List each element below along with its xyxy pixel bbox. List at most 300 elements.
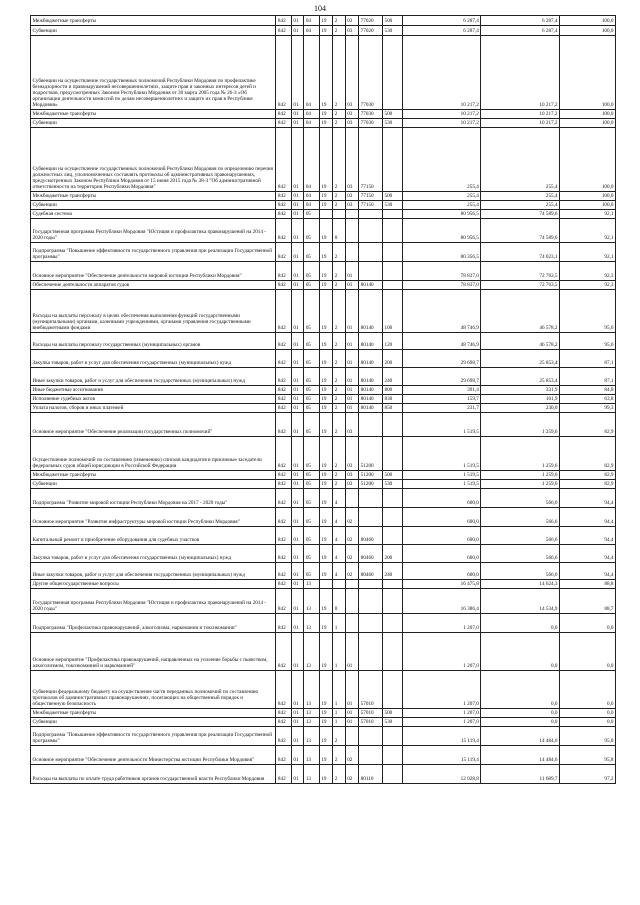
cell-code: 842 — [276, 614, 292, 633]
cell-percent: 94,4 — [560, 508, 616, 527]
cell-percent: 100,0 — [560, 119, 616, 128]
cell-fact: 255,4 — [481, 192, 560, 201]
cell-code: 842 — [276, 508, 292, 527]
cell-article: 80140 — [359, 386, 383, 395]
cell-p2: 2 — [333, 26, 345, 36]
cell-plan: 255,4 — [402, 128, 481, 192]
cell-subsection: 05 — [304, 290, 320, 333]
cell-p3: 03 — [345, 471, 358, 480]
cell-subsection: 05 — [304, 480, 320, 489]
cell-code: 842 — [276, 333, 292, 350]
cell-exp-type: 240 — [382, 368, 402, 386]
cell-p3: 02 — [345, 746, 358, 765]
cell-code: 842 — [276, 290, 292, 333]
cell-name: Подпрограмма "Профилактика правонарушений, алкоголизма, наркомании и токсикомании" — [31, 614, 276, 633]
cell-p1: 19 — [319, 26, 332, 36]
cell-p2: 0 — [333, 219, 345, 243]
table-row — [31, 589, 616, 614]
cell-section: 01 — [291, 765, 303, 784]
cell-exp-type — [382, 281, 402, 290]
cell-percent: 87,1 — [560, 368, 616, 386]
cell-code: 842 — [276, 243, 292, 262]
cell-name: Капитальный ремонт и приобретение оборудования для судебных участков — [31, 527, 276, 545]
cell-p2: 0 — [333, 589, 345, 614]
cell-fact: 101,9 — [481, 395, 560, 404]
cell-section: 01 — [291, 110, 303, 119]
cell-p1 — [319, 210, 332, 219]
cell-section: 01 — [291, 727, 303, 746]
cell-name: Основное мероприятие "Обеспечение реализации государственных полномочий" — [31, 413, 276, 437]
cell-name: Государственная программа Республики Мордовия "Юстиция и профилактика правонарушений на 2014 - 2020 годы" — [31, 589, 276, 614]
cell-name: Субвенции на осуществление государственных полномочий Республики Мордовия по профилактике безнадзорности и правонарушений несовершеннолетних, защите прав и законных интересов детей и подростков, предусмотренных Законом Республики Мордовия от 30 марта 2005 года № 26-З «Об организации деятельности комиссий по делам несовершеннолетних и защите их прав в Республике Мордовия» — [31, 36, 276, 110]
cell-p3: 01 — [345, 262, 358, 281]
cell-subsection: 05 — [304, 368, 320, 386]
cell-percent: 0,0 — [560, 709, 616, 718]
cell-subsection: 05 — [304, 563, 320, 580]
cell-name: Субвенции — [31, 119, 276, 128]
cell-p2: 2 — [333, 395, 345, 404]
cell-exp-type — [382, 527, 402, 545]
cell-p1: 19 — [319, 395, 332, 404]
cell-article: 77030 — [359, 36, 383, 110]
cell-p3: 03 — [345, 36, 358, 110]
cell-plan: 255,4 — [402, 201, 481, 210]
cell-name: Другие общегосударственные вопросы — [31, 580, 276, 589]
cell-section: 01 — [291, 290, 303, 333]
cell-percent: 99,3 — [560, 404, 616, 413]
cell-plan: 10 217,2 — [402, 110, 481, 119]
cell-fact: 0,0 — [481, 709, 560, 718]
cell-percent: 94,4 — [560, 545, 616, 563]
cell-p1: 19 — [319, 404, 332, 413]
cell-subsection: 13 — [304, 614, 320, 633]
cell-percent: 88,8 — [560, 580, 616, 589]
cell-name: Основное мероприятие "Обеспечение деятельности Министерства юстиции Республики Мордовия" — [31, 746, 276, 765]
cell-p1: 19 — [319, 201, 332, 210]
cell-section: 01 — [291, 480, 303, 489]
cell-subsection: 05 — [304, 437, 320, 471]
cell-name: Исполнение судебных актов — [31, 395, 276, 404]
cell-percent: 94,4 — [560, 527, 616, 545]
cell-fact: 1 259,6 — [481, 437, 560, 471]
cell-p2: 2 — [333, 480, 345, 489]
cell-fact: 74 589,6 — [481, 219, 560, 243]
cell-percent: 92,3 — [560, 262, 616, 281]
cell-fact: 255,4 — [481, 201, 560, 210]
cell-exp-type — [382, 746, 402, 765]
cell-p1: 19 — [319, 219, 332, 243]
cell-exp-type — [382, 489, 402, 508]
cell-section: 01 — [291, 671, 303, 709]
cell-p1: 19 — [319, 471, 332, 480]
cell-p2: 1 — [333, 671, 345, 709]
cell-plan: 10 217,2 — [402, 119, 481, 128]
table-row — [31, 243, 616, 262]
cell-p1: 19 — [319, 262, 332, 281]
cell-plan: 1 519,5 — [402, 480, 481, 489]
cell-p2: 2 — [333, 119, 345, 128]
cell-p2: 4 — [333, 563, 345, 580]
cell-subsection: 05 — [304, 527, 320, 545]
cell-subsection: 04 — [304, 110, 320, 119]
cell-p2 — [333, 580, 345, 589]
cell-article: 51200 — [359, 471, 383, 480]
cell-code: 842 — [276, 563, 292, 580]
cell-p3 — [345, 219, 358, 243]
cell-code: 842 — [276, 26, 292, 36]
cell-percent: 100,0 — [560, 26, 616, 36]
cell-p3: 01 — [345, 368, 358, 386]
cell-subsection: 04 — [304, 16, 320, 26]
cell-section: 01 — [291, 563, 303, 580]
cell-p3 — [345, 243, 358, 262]
cell-plan: 80 956,5 — [402, 219, 481, 243]
cell-p3: 03 — [345, 119, 358, 128]
cell-subsection: 05 — [304, 333, 320, 350]
cell-p1: 19 — [319, 718, 332, 727]
cell-p2: 2 — [333, 128, 345, 192]
cell-p1: 19 — [319, 614, 332, 633]
cell-article: 77020 — [359, 26, 383, 36]
cell-percent: 95,8 — [560, 727, 616, 746]
cell-section: 01 — [291, 368, 303, 386]
cell-exp-type — [382, 262, 402, 281]
cell-exp-type: 120 — [382, 333, 402, 350]
cell-section: 01 — [291, 589, 303, 614]
cell-percent: 87,1 — [560, 350, 616, 368]
cell-code: 842 — [276, 545, 292, 563]
cell-plan: 78 837,0 — [402, 281, 481, 290]
cell-p2: 2 — [333, 262, 345, 281]
cell-article: 80140 — [359, 395, 383, 404]
cell-code: 842 — [276, 281, 292, 290]
cell-section: 01 — [291, 201, 303, 210]
table-row — [31, 350, 616, 368]
cell-fact: 566,6 — [481, 527, 560, 545]
cell-exp-type — [382, 508, 402, 527]
table-row — [31, 480, 616, 489]
cell-article: 77030 — [359, 110, 383, 119]
cell-section: 01 — [291, 746, 303, 765]
cell-p2: 4 — [333, 545, 345, 563]
cell-p2: 2 — [333, 350, 345, 368]
cell-percent: 92,1 — [560, 219, 616, 243]
cell-plan: 15 119,4 — [402, 746, 481, 765]
cell-percent: 0,0 — [560, 718, 616, 727]
cell-subsection: 05 — [304, 404, 320, 413]
cell-plan: 1 207,0 — [402, 709, 481, 718]
cell-plan: 48 746,9 — [402, 333, 481, 350]
cell-plan: 1 207,0 — [402, 614, 481, 633]
cell-subsection: 05 — [304, 545, 320, 563]
cell-section: 01 — [291, 437, 303, 471]
cell-article — [359, 589, 383, 614]
table-row — [31, 527, 616, 545]
cell-fact: 566,6 — [481, 563, 560, 580]
cell-p2: 2 — [333, 290, 345, 333]
table-row — [31, 718, 616, 727]
cell-p3: 02 — [345, 545, 358, 563]
cell-code: 842 — [276, 404, 292, 413]
cell-plan: 15 119,4 — [402, 727, 481, 746]
cell-exp-type: 500 — [382, 110, 402, 119]
cell-p2: 2 — [333, 727, 345, 746]
cell-p1: 19 — [319, 16, 332, 26]
cell-p2: 2 — [333, 368, 345, 386]
cell-p3: 01 — [345, 709, 358, 718]
cell-article: 77020 — [359, 16, 383, 26]
cell-fact: 46 578,2 — [481, 333, 560, 350]
cell-subsection: 05 — [304, 395, 320, 404]
cell-plan: 16 386,4 — [402, 589, 481, 614]
table-row — [31, 563, 616, 580]
cell-section: 01 — [291, 614, 303, 633]
cell-name: Основное мероприятие "Обеспечение деятельности мировой юстиции Республики Мордовия" — [31, 262, 276, 281]
cell-plan: 12 028,8 — [402, 765, 481, 784]
cell-code: 842 — [276, 589, 292, 614]
cell-name: Расходы на выплаты персоналу государственных (муниципальных) органов — [31, 333, 276, 350]
cell-name: Судебная система — [31, 210, 276, 219]
cell-section: 01 — [291, 413, 303, 437]
cell-section: 01 — [291, 633, 303, 671]
cell-percent: 0,0 — [560, 614, 616, 633]
cell-article: 77150 — [359, 192, 383, 201]
cell-code: 842 — [276, 527, 292, 545]
cell-plan: 600,0 — [402, 489, 481, 508]
cell-p1: 19 — [319, 281, 332, 290]
cell-plan: 600,0 — [402, 508, 481, 527]
cell-plan: 80 956,5 — [402, 210, 481, 219]
cell-plan: 231,7 — [402, 404, 481, 413]
cell-subsection: 13 — [304, 718, 320, 727]
cell-name: Расходы на выплаты по оплате труда работников органов государственной власти Республики Мордовия — [31, 765, 276, 784]
cell-name: Обеспечение деятельности аппаратов судов — [31, 281, 276, 290]
cell-percent: 100,0 — [560, 110, 616, 119]
cell-name: Субвенции — [31, 480, 276, 489]
table-row — [31, 201, 616, 210]
cell-exp-type: 200 — [382, 350, 402, 368]
cell-percent: 94,4 — [560, 489, 616, 508]
cell-name: Уплата налогов, сборов и иных платежей — [31, 404, 276, 413]
cell-fact: 14 624,3 — [481, 580, 560, 589]
cell-subsection: 04 — [304, 36, 320, 110]
cell-name: Основное мероприятие "Развитие инфраструктуры мировой юстиции Республики Мордовия" — [31, 508, 276, 527]
cell-subsection: 13 — [304, 765, 320, 784]
table-row — [31, 16, 616, 26]
cell-article — [359, 489, 383, 508]
cell-code: 842 — [276, 671, 292, 709]
cell-code: 842 — [276, 201, 292, 210]
cell-exp-type: 500 — [382, 16, 402, 26]
cell-exp-type: 200 — [382, 545, 402, 563]
cell-percent: 95,8 — [560, 746, 616, 765]
cell-plan: 10 217,2 — [402, 36, 481, 110]
cell-code: 842 — [276, 16, 292, 26]
cell-code: 842 — [276, 746, 292, 765]
cell-subsection: 13 — [304, 727, 320, 746]
cell-p2: 4 — [333, 508, 345, 527]
table-row — [31, 368, 616, 386]
cell-section: 01 — [291, 580, 303, 589]
cell-p2: 2 — [333, 333, 345, 350]
cell-percent: 95,6 — [560, 333, 616, 350]
cell-p3: 03 — [345, 480, 358, 489]
cell-exp-type — [382, 210, 402, 219]
cell-p3: 01 — [345, 718, 358, 727]
cell-exp-type — [382, 219, 402, 243]
cell-code: 842 — [276, 210, 292, 219]
cell-percent: 82,9 — [560, 413, 616, 437]
cell-p3: 01 — [345, 395, 358, 404]
table-row — [31, 110, 616, 119]
cell-code: 842 — [276, 119, 292, 128]
cell-article: 80460 — [359, 527, 383, 545]
cell-p2: 2 — [333, 471, 345, 480]
cell-fact: 566,6 — [481, 545, 560, 563]
cell-section: 01 — [291, 219, 303, 243]
cell-plan: 80 356,5 — [402, 243, 481, 262]
cell-name: Субвенции — [31, 201, 276, 210]
cell-article — [359, 614, 383, 633]
cell-p3: 01 — [345, 404, 358, 413]
cell-p1: 19 — [319, 119, 332, 128]
cell-article — [359, 219, 383, 243]
cell-exp-type — [382, 589, 402, 614]
cell-fact: 10 217,2 — [481, 110, 560, 119]
cell-plan: 6 287,4 — [402, 26, 481, 36]
cell-exp-type: 850 — [382, 404, 402, 413]
cell-p2: 1 — [333, 709, 345, 718]
cell-subsection: 13 — [304, 580, 320, 589]
cell-p2: 2 — [333, 16, 345, 26]
cell-name: Межбюджетные трансферты — [31, 16, 276, 26]
cell-name: Расходы на выплаты персоналу в целях обеспечения выполнения функций государственными (муниципальными) органами, казенными учреждениями, органами управления государственными внебюджетными фондами — [31, 290, 276, 333]
cell-percent: 82,9 — [560, 471, 616, 480]
cell-p1: 19 — [319, 350, 332, 368]
cell-p1: 19 — [319, 489, 332, 508]
cell-article: 80140 — [359, 290, 383, 333]
cell-subsection: 05 — [304, 386, 320, 395]
cell-name: Иные бюджетные ассигнования — [31, 386, 276, 395]
table-row — [31, 580, 616, 589]
cell-p1: 19 — [319, 746, 332, 765]
cell-p3: 03 — [345, 110, 358, 119]
cell-subsection: 04 — [304, 119, 320, 128]
cell-p2: 2 — [333, 192, 345, 201]
cell-article — [359, 508, 383, 527]
cell-plan: 78 837,0 — [402, 262, 481, 281]
cell-percent: 82,9 — [560, 480, 616, 489]
cell-p1: 19 — [319, 437, 332, 471]
cell-plan: 255,4 — [402, 192, 481, 201]
cell-article: 51200 — [359, 480, 383, 489]
cell-percent: 94,4 — [560, 563, 616, 580]
cell-p1: 19 — [319, 709, 332, 718]
table-row — [31, 219, 616, 243]
cell-section: 01 — [291, 527, 303, 545]
cell-p2 — [333, 210, 345, 219]
cell-p3: 01 — [345, 281, 358, 290]
cell-p3 — [345, 489, 358, 508]
cell-fact: 0,0 — [481, 671, 560, 709]
table-row — [31, 671, 616, 709]
cell-section: 01 — [291, 262, 303, 281]
cell-plan: 48 746,9 — [402, 290, 481, 333]
cell-plan: 1 519,5 — [402, 413, 481, 437]
cell-percent: 88,7 — [560, 589, 616, 614]
table-row — [31, 709, 616, 718]
cell-plan: 1 519,5 — [402, 437, 481, 471]
cell-subsection: 05 — [304, 471, 320, 480]
table-row — [31, 36, 616, 110]
cell-p2: 1 — [333, 614, 345, 633]
cell-subsection: 04 — [304, 192, 320, 201]
cell-name: Межбюджетные трансферты — [31, 471, 276, 480]
cell-exp-type: 830 — [382, 395, 402, 404]
cell-article: 80140 — [359, 333, 383, 350]
cell-article: 57010 — [359, 718, 383, 727]
page-number: 104 — [314, 4, 326, 13]
cell-fact: 1 259,6 — [481, 480, 560, 489]
cell-exp-type — [382, 633, 402, 671]
cell-plan: 1 207,0 — [402, 718, 481, 727]
cell-name: Закупка товаров, работ и услуг для обеспечения государственных (муниципальных) нужд — [31, 545, 276, 563]
cell-section: 01 — [291, 333, 303, 350]
cell-plan: 600,0 — [402, 563, 481, 580]
cell-p1: 19 — [319, 480, 332, 489]
cell-fact: 74 023,1 — [481, 243, 560, 262]
table-row — [31, 545, 616, 563]
cell-p3: 02 — [345, 527, 358, 545]
cell-p3 — [345, 614, 358, 633]
table-row — [31, 633, 616, 671]
cell-subsection: 05 — [304, 210, 320, 219]
cell-code: 842 — [276, 580, 292, 589]
cell-p2: 2 — [333, 281, 345, 290]
cell-code: 842 — [276, 110, 292, 119]
cell-fact: 72 763,5 — [481, 262, 560, 281]
cell-exp-type: 530 — [382, 119, 402, 128]
cell-subsection: 04 — [304, 201, 320, 210]
cell-fact: 0,0 — [481, 718, 560, 727]
cell-p1: 19 — [319, 386, 332, 395]
cell-p1: 19 — [319, 545, 332, 563]
cell-exp-type: 530 — [382, 26, 402, 36]
cell-p3: 02 — [345, 765, 358, 784]
cell-article: 57010 — [359, 671, 383, 709]
cell-exp-type — [382, 437, 402, 471]
cell-p3: 03 — [345, 26, 358, 36]
cell-fact: 10 217,2 — [481, 36, 560, 110]
cell-fact: 230,0 — [481, 404, 560, 413]
cell-article — [359, 413, 383, 437]
cell-code: 842 — [276, 480, 292, 489]
table-row — [31, 210, 616, 219]
cell-subsection: 05 — [304, 413, 320, 437]
cell-article — [359, 633, 383, 671]
cell-section: 01 — [291, 36, 303, 110]
cell-subsection: 04 — [304, 26, 320, 36]
cell-fact: 10 217,2 — [481, 119, 560, 128]
cell-p1: 19 — [319, 192, 332, 201]
cell-p1: 19 — [319, 671, 332, 709]
cell-article: 77030 — [359, 119, 383, 128]
cell-percent: 92,1 — [560, 210, 616, 219]
cell-plan: 391,4 — [402, 386, 481, 395]
budget-table — [30, 15, 616, 784]
cell-percent: 82,9 — [560, 437, 616, 471]
cell-p1: 19 — [319, 765, 332, 784]
